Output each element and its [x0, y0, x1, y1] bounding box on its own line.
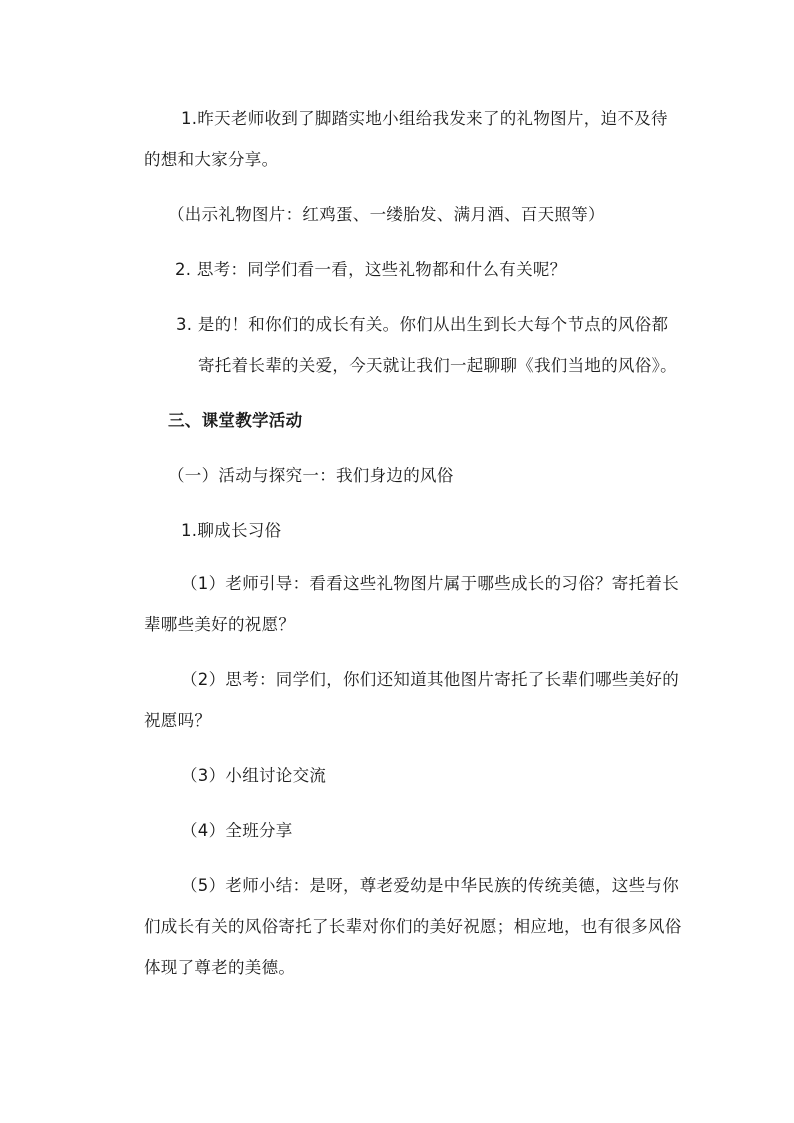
paragraph-step-1: （1）老师引导：看看这些礼物图片属于哪些成长的习俗？寄托着长辈哪些美好的祝愿？	[144, 574, 679, 634]
paragraph-step-4: （4）全班分享	[181, 821, 293, 840]
paragraph-growth-customs: 3. 是的！和你们的成长有关。你们从出生到长大每个节点的风俗都寄托着长辈的关爱，今天就让我们一起聊聊《我们当地的风俗》。	[176, 315, 677, 375]
item-heading: 1.聊成长习俗	[181, 521, 282, 540]
paragraph-step-3: （3）小组讨论交流	[181, 766, 327, 785]
subsection-heading: （一）活动与探究一：我们身边的风俗	[168, 466, 454, 485]
paragraph-step-2: （2）思考：同学们，你们还知道其他图片寄托了长辈们哪些美好的祝愿吗？	[144, 670, 679, 730]
paragraph-gift-list: （出示礼物图片：红鸡蛋、一缕胎发、满月酒、百天照等）	[168, 205, 605, 224]
document-body	[144, 98, 684, 988]
paragraph-step-5: （5）老师小结：是呀，尊老爱幼是中华民族的传统美德，这些与你们成长有关的风俗寄托了长辈对你们的美好祝愿；相应地，也有很多风俗体现了尊老的美德。	[144, 876, 682, 977]
paragraph-think-question: 2. 思考：同学们看一看，这些礼物都和什么有关呢？	[175, 260, 567, 279]
paragraph-intro-1: 1.昨天老师收到了脚踏实地小组给我发来了的礼物图片，迫不及待的想和大家分享。	[144, 109, 668, 169]
section-heading: 三、课堂教学活动	[168, 411, 303, 430]
